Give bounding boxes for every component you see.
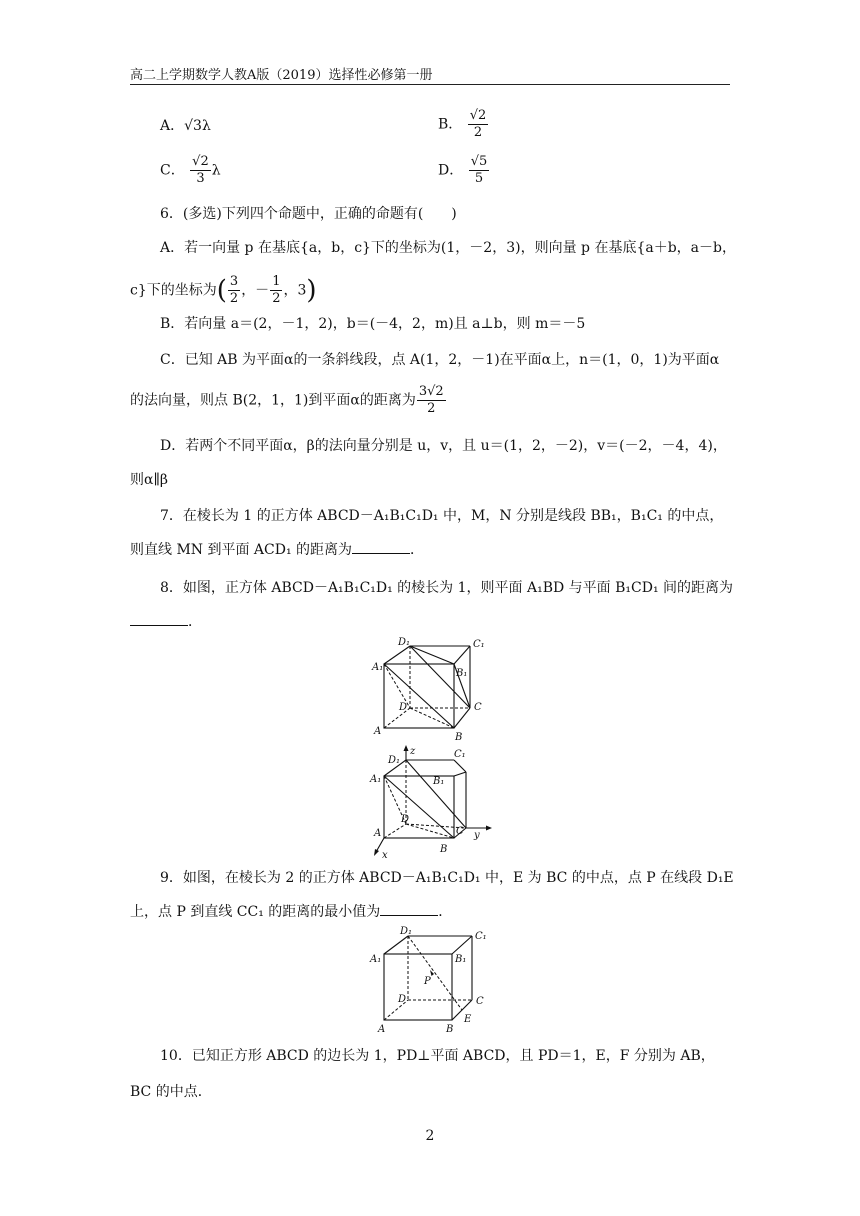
label-B1: B₁ (456, 668, 468, 679)
cube-figure-3 (368, 924, 492, 1038)
q6-d-line2: 则α∥β (130, 472, 169, 488)
q10-line2: BC 的中点． (130, 1084, 212, 1100)
answer-blank (352, 540, 410, 554)
label-B1: B₁ (433, 776, 445, 787)
label-z: z (410, 746, 416, 757)
q7-line1: 7．在棱长为 1 的正方体 ABCD－A₁B₁C₁D₁ 中，M，N 分别是线段 BB₁，B₁C₁ 的中点， (160, 508, 724, 524)
header-rule (130, 84, 730, 85)
label-B: B (455, 732, 463, 742)
label-A1: A₁ (370, 954, 382, 965)
q6-b: B．若向量 a＝(2，－1，2)，b＝(－4，2，m)且 a⊥b，则 m＝－5 (160, 316, 586, 332)
label-C: C (456, 826, 464, 837)
label-A: A (374, 726, 382, 737)
label-P: P (424, 976, 431, 987)
q6-stem: 6．(多选)下列四个命题中，正确的命题有( ) (160, 206, 457, 222)
page-header: 高二上学期数学人教A版（2019）选择性必修第一册 (130, 68, 433, 83)
label-y: y (474, 830, 480, 841)
label-D1: D₁ (400, 926, 413, 937)
q6-d-line1: D．若两个不同平面α，β的法向量分别是 u，v，且 u＝(1，2，－2)，v＝(－2，－4，4)， (160, 438, 727, 454)
option-a-value: √3λ (184, 118, 211, 134)
page-number: 2 (425, 1128, 435, 1144)
q6-c-line1: C．已知 AB 为平面α的一条斜线段，点 A(1，2，－1)在平面α上，n＝(1，0，1)为平面α (160, 352, 720, 368)
q7-line2: 则直线 MN 到平面 ACD₁ 的距离为 ． (130, 542, 425, 558)
label-D1: D₁ (398, 637, 411, 648)
q8-line1: 8．如图，正方体 ABCD－A₁B₁C₁D₁ 的棱长为 1，则平面 A₁BD 与平面 B₁CD₁ 间的距离为 (160, 580, 734, 596)
answer-blank (380, 902, 438, 916)
label-D: D (399, 702, 408, 713)
label-C1: C₁ (475, 931, 487, 942)
option-d: D． $\frac{√5}{5}$ (438, 154, 488, 186)
label-B: B (440, 844, 448, 855)
label-E: E (464, 1014, 472, 1025)
label-A1: A₁ (372, 662, 384, 673)
label-x: x (382, 850, 388, 860)
q9-line1: 9．如图，在棱长为 2 的正方体 ABCD－A₁B₁C₁D₁ 中，E 为 BC 的中点，点 P 在线段 D₁E (160, 870, 734, 886)
label-C: C (476, 996, 484, 1007)
q6-a-line1: A．若一向量 p 在基底{a，b，c}下的坐标为(1，－2，3)，则向量 p 在基底{a＋b，a－b， (160, 240, 736, 256)
label-B1: B₁ (455, 954, 467, 965)
label-A: A (374, 828, 382, 839)
label-C1: C₁ (473, 639, 485, 650)
label-A: A (378, 1024, 386, 1035)
cube-figure-1 (370, 636, 490, 742)
option-a: A．√3λ (160, 118, 211, 134)
cube-figure-2 (366, 744, 496, 860)
label-C1: C₁ (454, 749, 466, 760)
option-c: C． $\frac{√2}{3}$ λ (160, 154, 221, 186)
q6-c-line2: 的法向量，则点 B(2，1，1)到平面α的距离为 $\frac{3√2}{2}$ (130, 384, 444, 416)
q10-line1: 10．已知正方形 ABCD 的边长为 1，PD⊥平面 ABCD，且 PD＝1，E，F 分别为 AB， (160, 1048, 715, 1064)
label-B: B (446, 1024, 454, 1035)
label-A1: A₁ (370, 774, 382, 785)
label-C: C (474, 702, 482, 713)
label-D: D (398, 994, 407, 1005)
option-b: B． $\frac{√2}{2}$ (438, 108, 487, 140)
answer-blank (130, 612, 188, 626)
label-D1: D₁ (388, 755, 401, 766)
q6-a-line2: c}下的坐标为( $\frac{3}{2}$ ，－ $\frac{1}{2}$ ，3) (130, 274, 317, 306)
q9-line2: 上，点 P 到直线 CC₁ 的距离的最小值为 ． (130, 904, 453, 920)
label-D: D (401, 814, 410, 825)
q8-line2: ． (130, 612, 202, 632)
